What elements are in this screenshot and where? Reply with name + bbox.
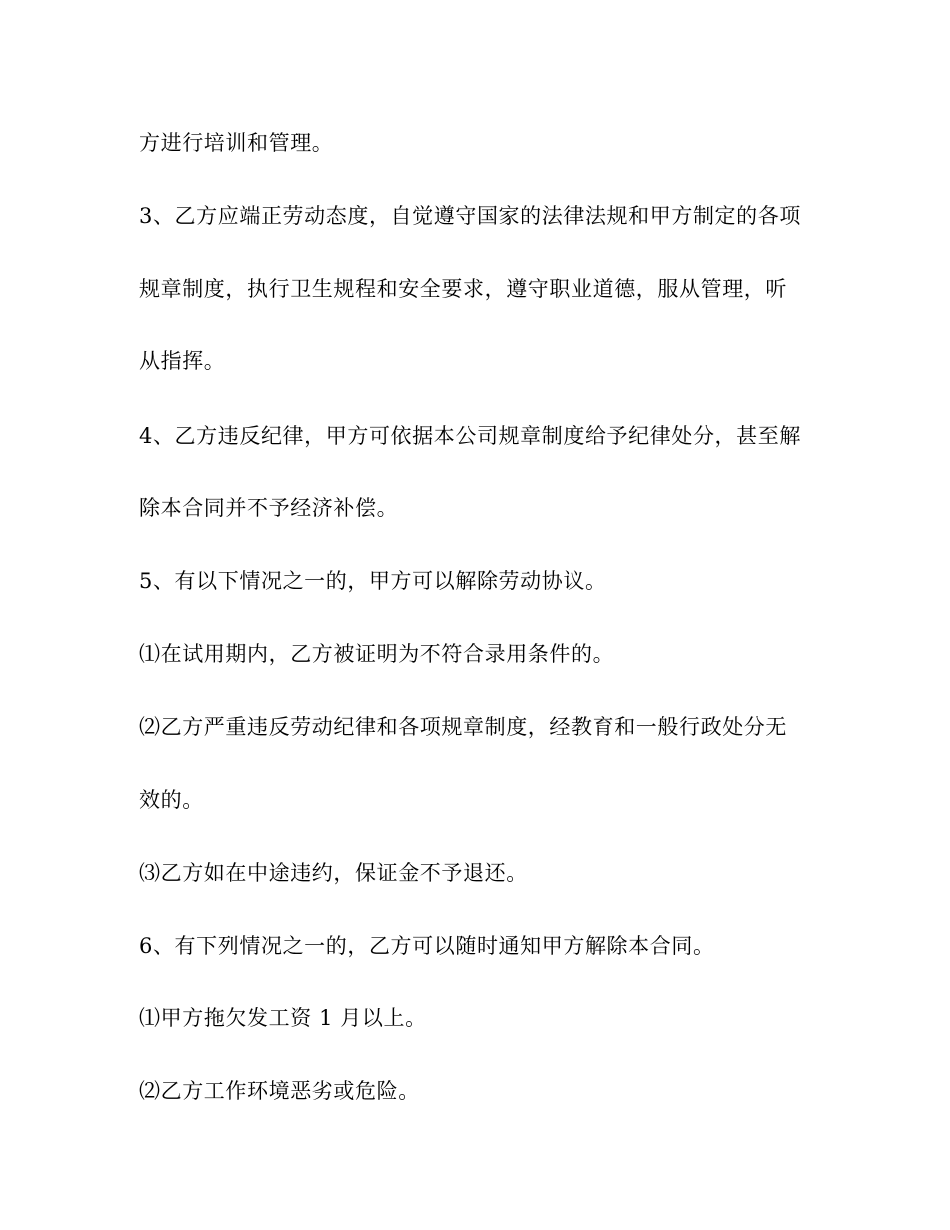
- text-line: 6、有下列情况之一的，乙方可以随时通知甲方解除本合同。: [139, 934, 715, 958]
- text-line: 效的。: [139, 788, 204, 812]
- text-line: 3、乙方应端正劳动态度，自觉遵守国家的法律法规和甲方制定的各项: [139, 204, 801, 228]
- text-line: 除本合同并不予经济补偿。: [139, 496, 399, 520]
- text-line: 5、有以下情况之一的，甲方可以解除劳动协议。: [139, 569, 607, 593]
- text-line: 从指挥。: [139, 349, 226, 373]
- text-line: ⑴在试用期内，乙方被证明为不符合录用条件的。: [139, 642, 615, 666]
- text-line: ⑶乙方如在中途违约，保证金不予退还。: [139, 861, 528, 885]
- text-line: ⑵乙方工作环境恶劣或危险。: [139, 1079, 420, 1103]
- text-line: ⑵乙方严重违反劳动纪律和各项规章制度，经教育和一般行政处分无: [139, 715, 787, 739]
- text-line: 方进行培训和管理。: [139, 131, 334, 155]
- text-line: ⑴甲方拖欠发工资 1 月以上。: [139, 1006, 427, 1030]
- text-line: 规章制度，执行卫生规程和安全要求，遵守职业道德，服从管理，听: [139, 277, 787, 301]
- text-line: 4、乙方违反纪律，甲方可依据本公司规章制度给予纪律处分，甚至解: [139, 424, 801, 448]
